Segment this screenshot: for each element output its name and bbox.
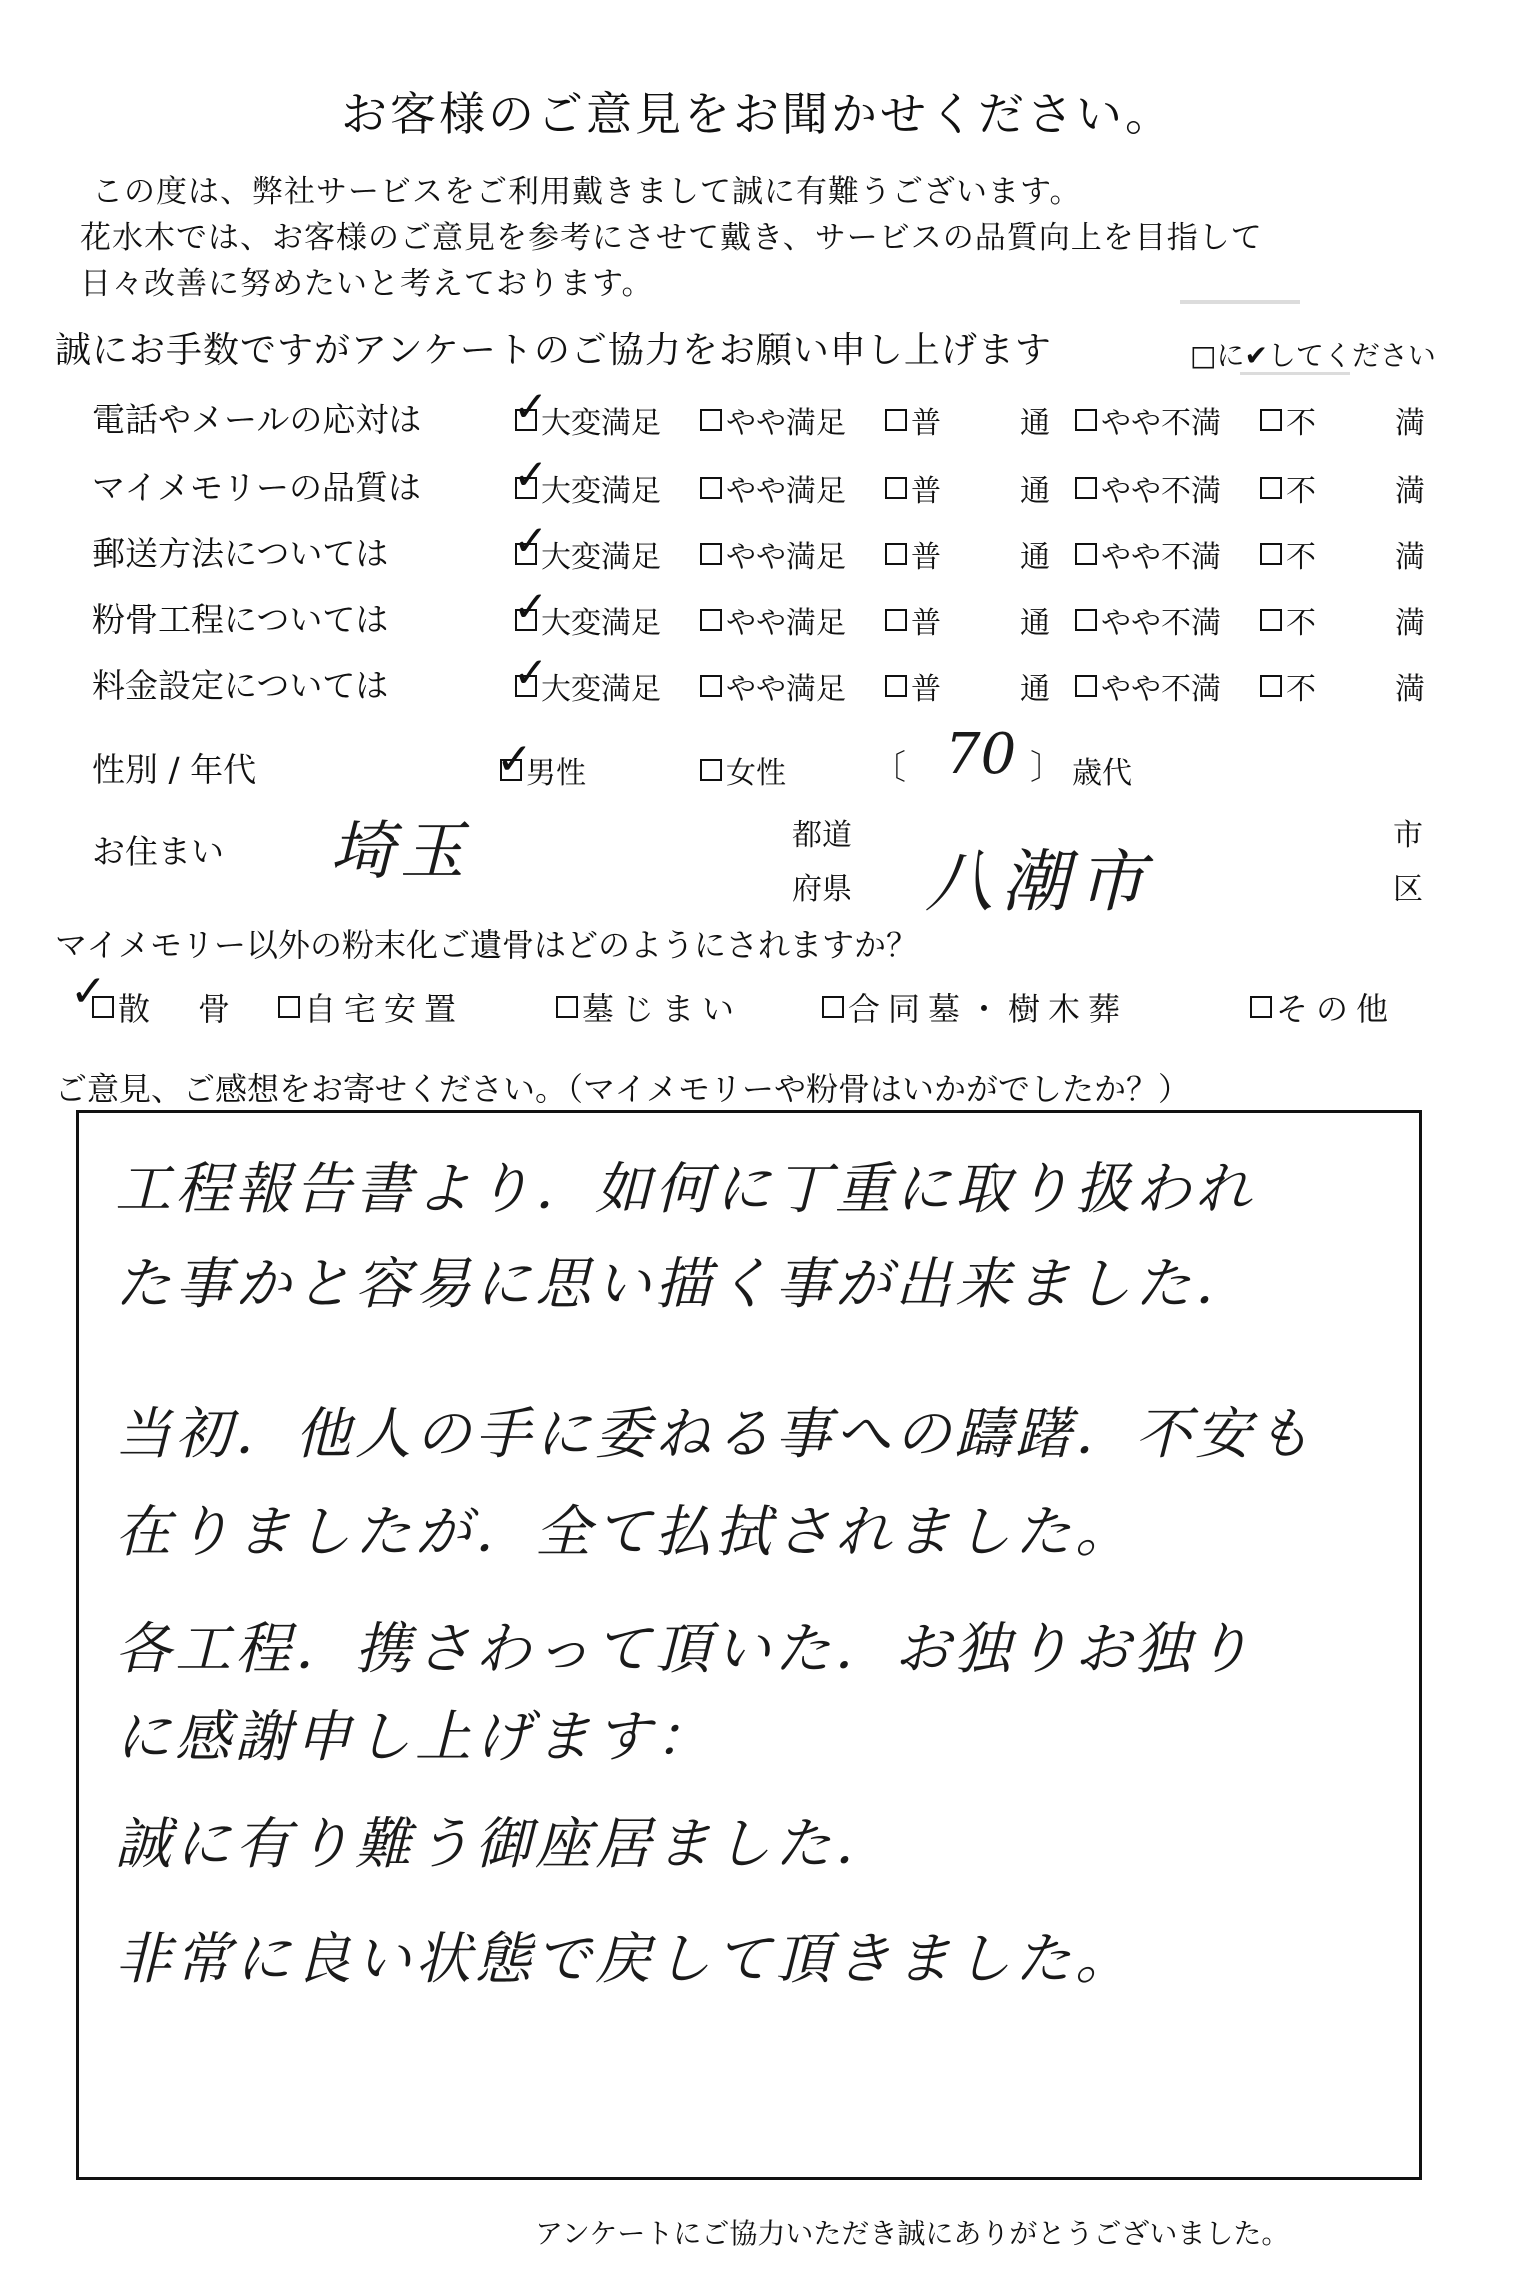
comment-line: た事かと容易に思い描く事が出来ました． <box>115 1252 1255 1317</box>
gender-option-female[interactable] <box>700 748 786 792</box>
survey-request: 誠にお手数ですがアンケートのご協力をお願い申し上げます <box>55 330 1052 371</box>
scan-mark <box>1180 300 1300 304</box>
rating-option[interactable] <box>1260 664 1316 708</box>
age-bracket-close: 〕 <box>1030 748 1064 788</box>
checkbox-icon[interactable] <box>278 996 300 1018</box>
checkbox-icon[interactable] <box>700 477 722 499</box>
checkbox-icon[interactable] <box>700 409 722 431</box>
rating-option-label: 不 <box>1286 606 1316 641</box>
rating-option-label: 不 <box>1286 474 1316 509</box>
question-label: 郵送方法については <box>92 534 389 573</box>
intro-line-3: 日々改善に努めたいと考えております。 <box>80 266 654 302</box>
rating-option-label: 通 <box>1020 540 1050 575</box>
age-bracket-open: 〔 <box>872 748 906 788</box>
remains-option[interactable] <box>822 984 1128 1030</box>
comment-line: 誠に有り難う御座居ました． <box>115 1812 895 1877</box>
comment-line: 在りましたが．全て払拭されました。 <box>115 1500 1135 1565</box>
comment-line: 工程報告書より．如何に丁重に取り扱われ <box>115 1157 1255 1222</box>
checkbox-icon[interactable] <box>1075 409 1097 431</box>
checkbox-icon[interactable] <box>1075 543 1097 565</box>
rating-option <box>1020 664 1050 708</box>
rating-option[interactable] <box>1260 598 1316 642</box>
checkbox-icon[interactable] <box>885 409 907 431</box>
rating-option[interactable] <box>700 398 846 442</box>
rating-option-label: 普 <box>911 540 941 575</box>
checkbox-icon[interactable] <box>1075 477 1097 499</box>
rating-option[interactable] <box>513 582 661 642</box>
rating-option[interactable] <box>700 532 846 576</box>
rating-option[interactable] <box>1075 466 1221 510</box>
rating-option <box>1395 532 1425 576</box>
request-note: □に✔してください <box>1190 339 1436 372</box>
residence-label: お住まい <box>92 832 224 871</box>
rating-option-label: 不 <box>1286 406 1316 441</box>
checkbox-icon[interactable] <box>1075 675 1097 697</box>
rating-option-label: 大変満足 <box>541 606 661 641</box>
rating-option-label: 不 <box>1286 540 1316 575</box>
rating-option-label: 満 <box>1395 474 1425 509</box>
remains-option-label: その他 <box>1276 990 1397 1028</box>
rating-option[interactable] <box>1260 532 1316 576</box>
rating-option-label: やや不満 <box>1101 406 1221 441</box>
question-label: マイメモリーの品質は <box>92 468 422 507</box>
rating-option-label: 満 <box>1395 606 1425 641</box>
comment-line: 当初．他人の手に委ねる事への躊躇．不安も <box>115 1402 1315 1467</box>
checkbox-icon[interactable] <box>700 543 722 565</box>
checkbox-icon[interactable] <box>885 477 907 499</box>
rating-option[interactable] <box>513 450 661 510</box>
age-value[interactable]: 70 <box>945 722 1017 787</box>
intro-line-1: この度は、弊社サービスをご利用戴きまして誠に有難うございます。 <box>92 174 1082 210</box>
checkmark-icon: ✓ <box>513 516 549 565</box>
rating-option[interactable] <box>885 532 941 576</box>
checkmark-icon: ✓ <box>513 582 549 631</box>
checkbox-icon[interactable] <box>1260 477 1282 499</box>
rating-option <box>1395 398 1425 442</box>
remains-option-label: 自宅安置 <box>304 990 465 1028</box>
age-suffix: 歳代 <box>1072 756 1132 791</box>
remains-option[interactable] <box>1250 984 1396 1030</box>
rating-option <box>1020 398 1050 442</box>
rating-option-label: やや満足 <box>726 606 846 641</box>
checkbox-icon[interactable] <box>556 996 578 1018</box>
checkbox-icon[interactable] <box>885 675 907 697</box>
rating-option-label: やや不満 <box>1101 474 1221 509</box>
checkbox-icon[interactable] <box>700 759 722 781</box>
remains-option[interactable] <box>70 966 239 1030</box>
prefecture-suffix-bottom: 府県 <box>792 872 852 907</box>
checkbox-icon[interactable] <box>1260 409 1282 431</box>
remains-option-label: 散 骨 <box>118 990 239 1028</box>
checkbox-icon[interactable] <box>822 996 844 1018</box>
rating-option <box>1020 598 1050 642</box>
rating-option[interactable] <box>885 664 941 708</box>
rating-option-label: 普 <box>911 672 941 707</box>
rating-option[interactable] <box>885 398 941 442</box>
city-suffix-top: 市 <box>1393 818 1423 853</box>
rating-option-label: 満 <box>1395 540 1425 575</box>
checkbox-icon[interactable] <box>1075 609 1097 631</box>
intro-line-2: 花水木では、お客様のご意見を参考にさせて戴き、サービスの品質向上を目指して <box>80 220 1263 256</box>
rating-option-label: やや満足 <box>726 474 846 509</box>
rating-option <box>1020 532 1050 576</box>
rating-option-label: やや不満 <box>1101 606 1221 641</box>
prefecture-value[interactable]: 埼玉 <box>330 815 470 889</box>
rating-option-label: 普 <box>911 606 941 641</box>
gender-male-label: 男性 <box>526 756 586 791</box>
rating-option-label: やや不満 <box>1101 672 1221 707</box>
rating-option-label: やや満足 <box>726 540 846 575</box>
rating-option <box>1395 466 1425 510</box>
rating-option-label: 大変満足 <box>541 540 661 575</box>
gender-age-label: 性別 / 年代 <box>92 750 257 789</box>
rating-option <box>1020 466 1050 510</box>
rating-option-label: 通 <box>1020 474 1050 509</box>
rating-option-label: 通 <box>1020 672 1050 707</box>
rating-option[interactable] <box>1075 398 1221 442</box>
footer-thanks: アンケートにご協力いただき誠にありがとうございました。 <box>535 2217 1290 2250</box>
checkbox-icon[interactable] <box>885 609 907 631</box>
rating-option[interactable] <box>885 466 941 510</box>
comment-prompt: ご意見、ご感想をお寄せください。（マイメモリーや粉骨はいかがでしたか？） <box>55 1070 1191 1108</box>
checkbox-icon[interactable] <box>1260 675 1282 697</box>
rating-option[interactable] <box>1260 466 1316 510</box>
question-label: 電話やメールの応対は <box>92 400 422 439</box>
rating-option-label: やや不満 <box>1101 540 1221 575</box>
rating-option-label: 大変満足 <box>541 474 661 509</box>
checkbox-icon[interactable] <box>1260 609 1282 631</box>
rating-option[interactable] <box>513 648 661 708</box>
gender-option-male[interactable] <box>496 734 586 792</box>
checkbox-icon[interactable] <box>700 675 722 697</box>
checkmark-icon: ✓ <box>496 734 533 785</box>
comment-line: に感謝申し上げます： <box>115 1705 715 1770</box>
remains-option-label: 墓じまい <box>582 990 743 1028</box>
checkmark-icon: ✓ <box>513 648 549 697</box>
rating-option <box>1395 664 1425 708</box>
other-remains-question: マイメモリー以外の粉末化ご遺骨はどのようにされますか？ <box>55 926 919 964</box>
rating-option-label: 大変満足 <box>541 406 661 441</box>
gender-female-label: 女性 <box>726 756 786 791</box>
rating-option-label: 通 <box>1020 606 1050 641</box>
rating-option-label: 普 <box>911 406 941 441</box>
rating-option[interactable] <box>700 598 846 642</box>
checkbox-icon[interactable] <box>885 543 907 565</box>
city-value[interactable]: 八潮市 <box>925 843 1154 922</box>
checkbox-icon[interactable] <box>1260 543 1282 565</box>
rating-option[interactable] <box>1075 532 1221 576</box>
question-label: 料金設定については <box>92 666 389 705</box>
comment-line: 各工程．携さわって頂いた．お独りお独り <box>115 1617 1255 1682</box>
comment-line: 非常に良い状態で戻して頂きました。 <box>115 1927 1135 1992</box>
rating-option[interactable] <box>885 598 941 642</box>
rating-option[interactable] <box>700 466 846 510</box>
rating-option[interactable] <box>1075 664 1221 708</box>
city-suffix-bottom: 区 <box>1393 872 1423 907</box>
rating-option[interactable] <box>513 516 661 576</box>
rating-option-label: やや満足 <box>726 672 846 707</box>
checkbox-icon[interactable] <box>1250 996 1272 1018</box>
remains-option[interactable] <box>556 984 742 1030</box>
rating-option[interactable] <box>513 382 661 442</box>
checkmark-icon: ✓ <box>513 382 549 431</box>
checkmark-icon: ✓ <box>70 966 115 1017</box>
question-label: 粉骨工程については <box>92 600 389 639</box>
rating-option-label: 普 <box>911 474 941 509</box>
checkmark-icon: ✓ <box>513 450 549 499</box>
rating-option-label: 大変満足 <box>541 672 661 707</box>
rating-option-label: やや満足 <box>726 406 846 441</box>
page-title: お客様のご意見をお聞かせください。 <box>341 87 1174 141</box>
rating-option[interactable] <box>1260 398 1316 442</box>
remains-option[interactable] <box>278 984 464 1030</box>
rating-option <box>1395 598 1425 642</box>
checkbox-icon[interactable] <box>700 609 722 631</box>
rating-option-label: 通 <box>1020 406 1050 441</box>
rating-option-label: 満 <box>1395 672 1425 707</box>
rating-option-label: 満 <box>1395 406 1425 441</box>
rating-option-label: 不 <box>1286 672 1316 707</box>
prefecture-suffix-top: 都道 <box>792 818 852 853</box>
remains-option-label: 合同墓・樹木葬 <box>848 990 1129 1028</box>
rating-option[interactable] <box>1075 598 1221 642</box>
rating-option[interactable] <box>700 664 846 708</box>
